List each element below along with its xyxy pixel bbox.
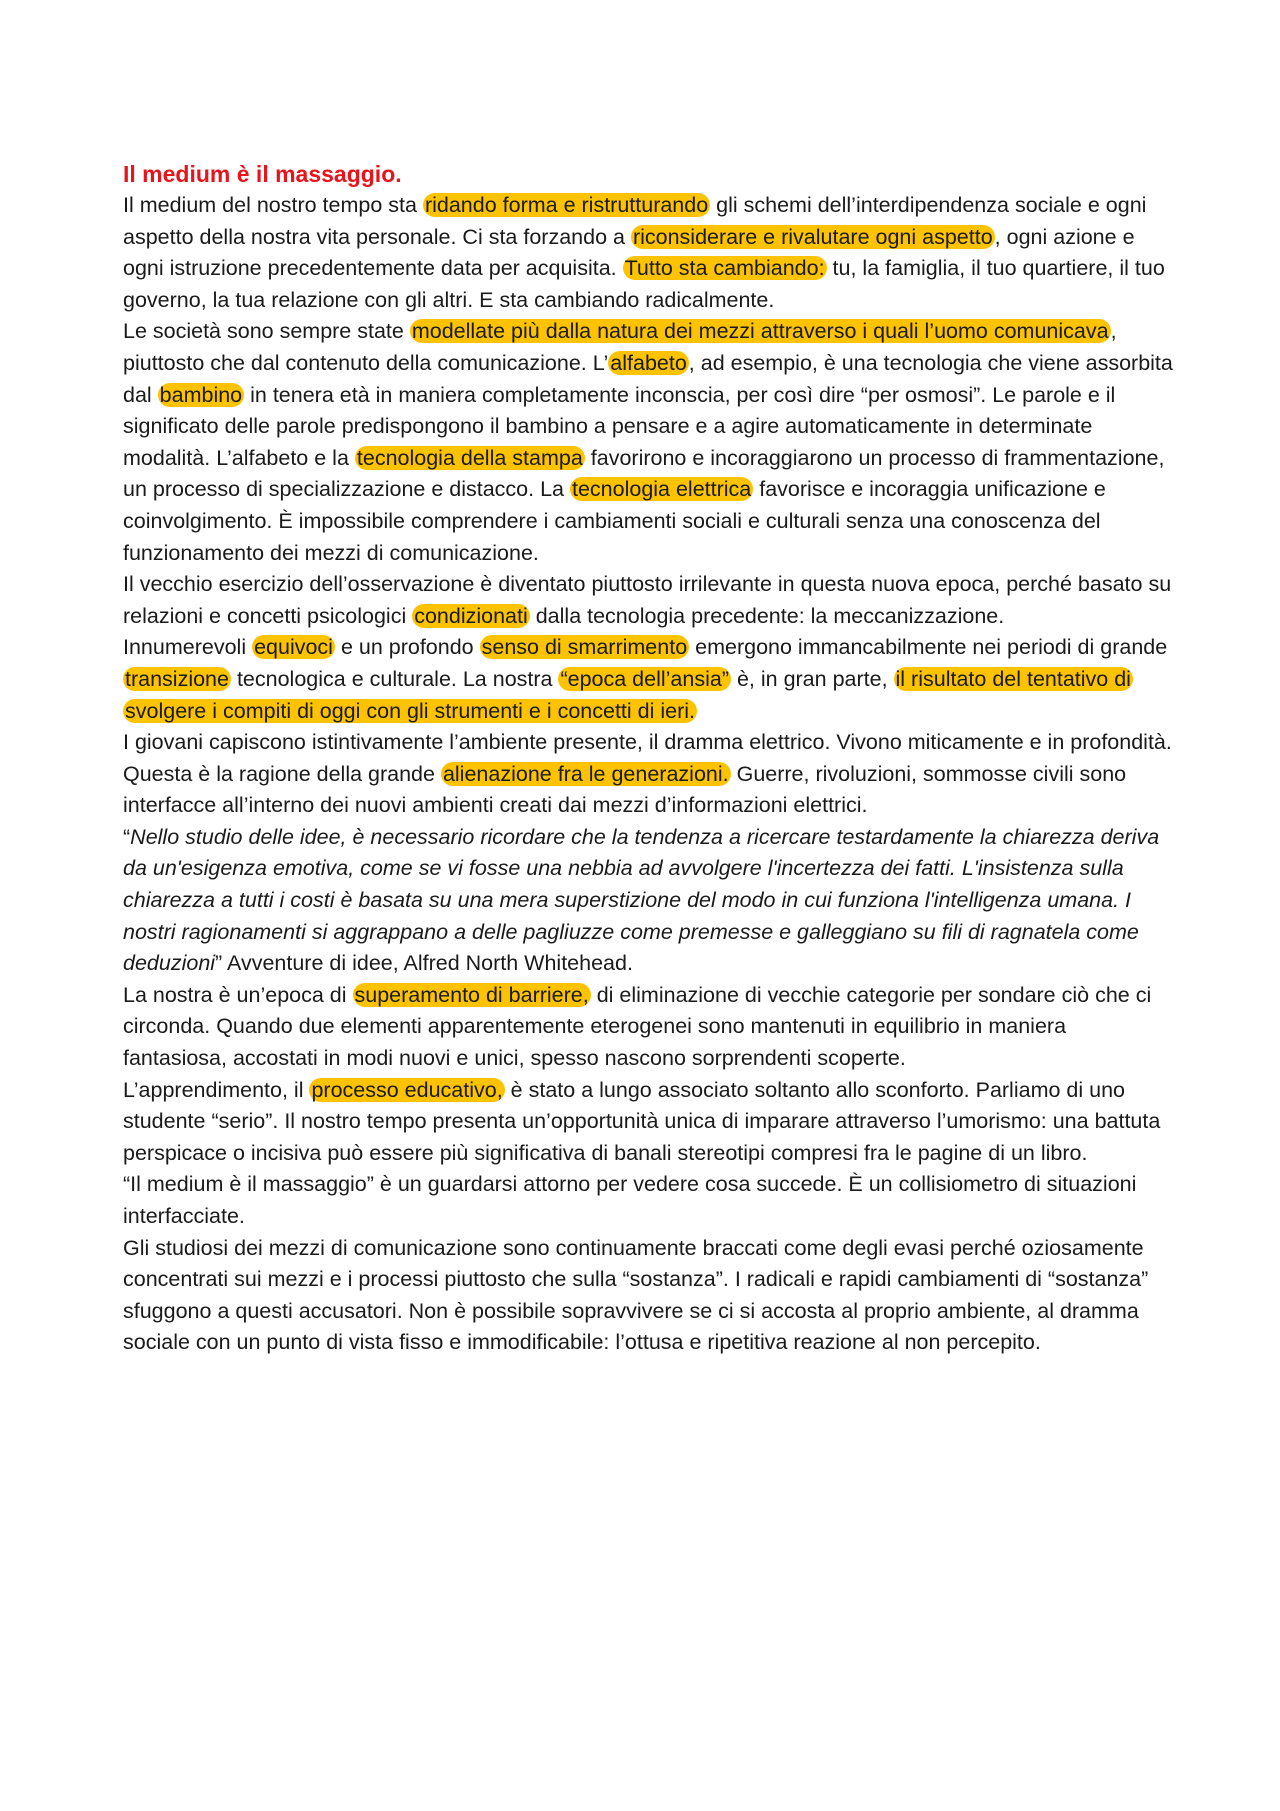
highlighted-text: riconsiderare e rivalutare ogni aspetto <box>632 224 993 249</box>
text-run: La nostra è un’epoca di <box>123 982 353 1007</box>
highlighted-text: superamento di barriere, <box>354 982 589 1007</box>
document-body <box>123 190 1173 1359</box>
text-run: L’apprendimento, il <box>123 1077 310 1102</box>
text-run: in tenera età in maniera completamente inconscia, per così dire “per osmosi”. Le parole e il significato delle parole predispongono il bambino a pensare e a agire automaticamente in determinate modalità. L’alfabeto e la <box>123 382 1116 470</box>
text-run: favorirono e incoraggiarono un processo di frammentazione, un processo di specializzazione e distacco. La <box>123 445 1165 502</box>
text-run: I giovani capiscono istintivamente l’ambiente presente, il dramma elettrico. Vivono miticamente e in profondità. Questa è la ragione della grande <box>123 730 1172 786</box>
highlighted-text: modellate più dalla natura dei mezzi attraverso i quali l’uomo comunicava <box>411 319 1109 344</box>
text-run: ” Avventure di idee, Alfred North Whitehead. <box>215 951 633 976</box>
text-run: di eliminazione di vecchie categorie per sondare ciò che ci circonda. Quando due elementi apparentemente eterogenei sono mantenuti in equilibrio in maniera fantasiosa, accostati in modi nuovi e unici, spesso nascono sorprendenti scoperte. <box>123 982 1152 1071</box>
document-page <box>123 158 1173 1359</box>
text-run: gli schemi dell’interdipendenza sociale e ogni aspetto della nostra vita personale. Ci sta forzando a <box>123 193 1147 249</box>
document-title: Il medium è il massaggio. <box>123 161 402 187</box>
highlighted-text: tecnologia elettrica <box>571 477 752 502</box>
text-run: Le società sono sempre state <box>123 319 410 344</box>
highlighted-text: alfabeto <box>610 350 687 375</box>
paragraph <box>123 569 1173 632</box>
highlighted-text: senso di smarrimento <box>481 635 688 660</box>
text-run: dalla tecnologia precedente: la meccanizzazione. <box>529 603 1005 628</box>
text-run: Il vecchio esercizio dell’osservazione è diventato piuttosto irrilevante in questa nuova epoca, perché basato su relazioni e concetti psicologici <box>123 572 1172 628</box>
text-run: è stato a lungo associato soltanto allo sconforto. Parliamo di uno studente “serio”. Il nostro tempo presenta un’opportunità unica di imparare attraverso l’umorismo: una battuta perspicace o incisiva può essere più significativa di banali stereotipi compresi fra le pagine di un libro. <box>123 1077 1161 1165</box>
paragraph <box>123 632 1173 727</box>
text-run: favorisce e incoraggia unificazione e coinvolgimento. È impossibile comprendere i cambiamenti sociali e culturali senza una conoscenza del funzionamento dei mezzi di comunicazione. <box>123 477 1106 565</box>
text-run: Innumerevoli <box>123 635 253 660</box>
highlighted-text: alienazione fra le generazioni. <box>442 761 729 786</box>
paragraph <box>123 1075 1173 1170</box>
text-run: emergono immancabilmente nei periodi di grande <box>689 635 1168 660</box>
paragraph <box>123 980 1173 1075</box>
text-run: Guerre, rivoluzioni, sommosse civili sono interfacce all’interno dei nuovi ambienti creati dai mezzi d’informazioni elettrici. <box>123 761 1127 818</box>
text-run: , ad esempio, è una tecnologia che viene assorbita dal <box>123 350 1173 407</box>
paragraph <box>123 727 1173 822</box>
italic-quote-text: Nello studio delle idee, è necessario ricordare che la tendenza a ricercare testardamente la chiarezza deriva da un'esigenza emotiva, come se vi fosse una nebbia ad avvolgere l'incertezza dei fatti. L'insistenza sulla chiarezza a tutti i costi è basata su una mera superstizione del modo in cui funziona l'intelligenza umana. I nostri ragionamenti si aggrappano a delle pagliuzze come premesse e galleggiano su fili di ragnatela come deduzioni <box>123 824 1160 976</box>
text-run: Il medium del nostro tempo sta <box>123 193 423 217</box>
highlighted-text: condizionati <box>414 603 528 628</box>
highlighted-text: bambino <box>159 382 243 407</box>
text-run: , ogni azione e ogni istruzione precedentemente data per acquisita. <box>123 224 1135 281</box>
text-run: “ <box>123 824 131 849</box>
paragraph <box>123 1169 1173 1232</box>
highlighted-text: transizione <box>125 666 229 691</box>
paragraph <box>123 316 1173 569</box>
text-run: e un profondo <box>334 635 480 660</box>
highlighted-text: ridando forma e ristrutturando <box>424 193 709 217</box>
text-run: è, in gran parte, <box>730 666 894 691</box>
text-run: “Il medium è il massaggio” è un guardarsi attorno per vedere cosa succede. È un collisiometro di situazioni interfacciate. <box>123 1172 1137 1228</box>
highlighted-text: il risultato del tentativo di svolgere i compiti di oggi con gli strumenti e i concetti di ieri. <box>125 666 1131 723</box>
highlighted-text: equivoci <box>254 635 333 660</box>
highlighted-text: Tutto sta cambiando: <box>624 256 825 281</box>
highlighted-text: “epoca dell’ansia” <box>560 666 729 691</box>
text-run: Gli studiosi dei mezzi di comunicazione sono continuamente braccati come degli evasi perché oziosamente concentrati sui mezzi e i processi piuttosto che sulla “sostanza”. I radicali e rapidi cambiamenti di “sostanza” sfuggono a questi accusatori. Non è possibile sopravvivere se ci si accosta al proprio ambiente, al dramma sociale con un punto di vista fisso e immodificabile: l’ottusa e ripetitiva reazione al non percepito. <box>123 1235 1149 1355</box>
text-run: tu, la famiglia, il tuo quartiere, il tuo governo, la tua relazione con gli altri. E sta cambiando radicalmente. <box>123 256 1165 312</box>
paragraph <box>123 822 1173 980</box>
paragraph <box>123 1233 1173 1359</box>
text-run: , piuttosto che dal contenuto della comunicazione. L’ <box>123 319 1117 375</box>
highlighted-text: tecnologia della stampa <box>356 445 583 470</box>
paragraph <box>123 190 1173 316</box>
text-run: tecnologica e culturale. La nostra <box>230 666 559 691</box>
highlighted-text: processo educativo, <box>311 1077 503 1102</box>
